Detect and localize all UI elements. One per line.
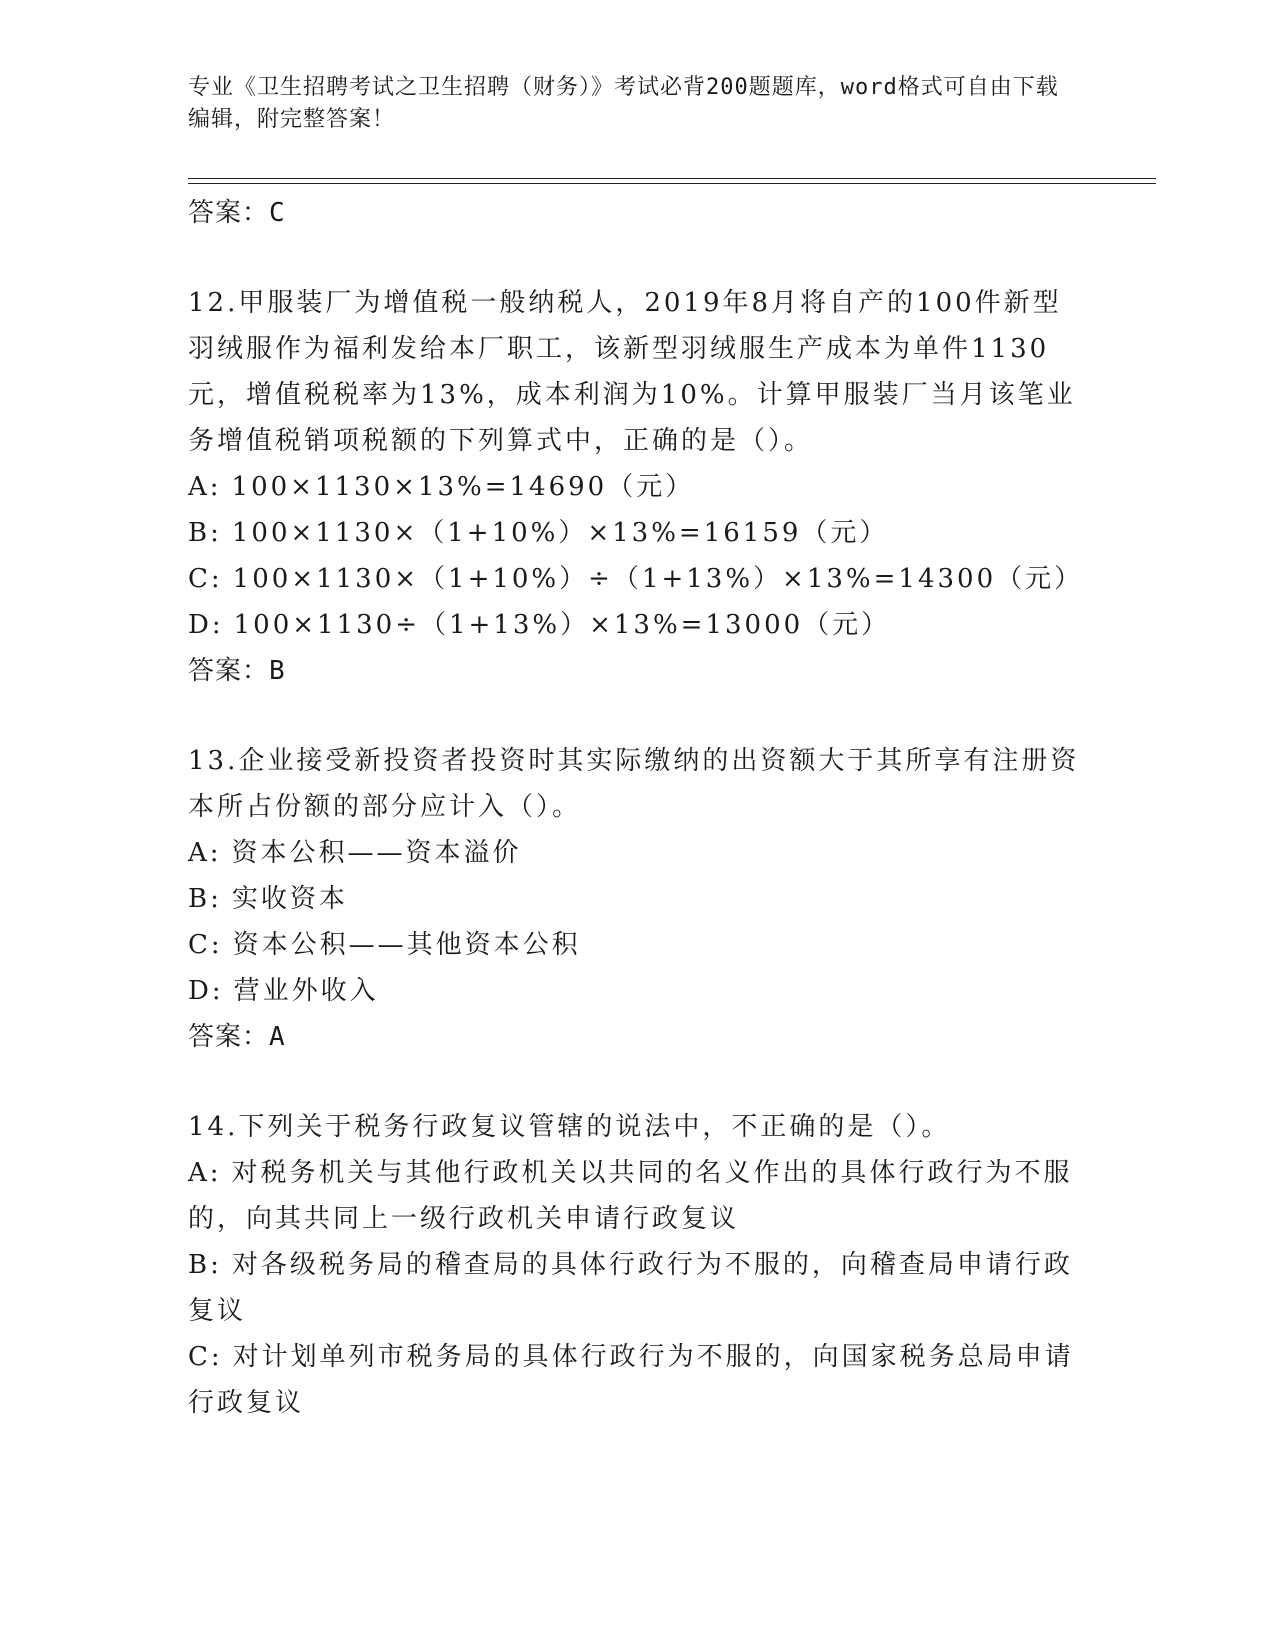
question-13-stem: 13.企业接受新投资者投资时其实际缴纳的出资额大于其所享有注册资本所占份额的部分应计入（）。 [188,746,1080,822]
page-header: 专业《卫生招聘考试之卫生招聘（财务）》考试必背200题题库，word格式可自由下载编辑，附完整答案！ [188,75,1059,132]
option-text: 资本公积——资本溢价 [231,838,522,868]
option-text: 100×1130×（1+10%）×13%=16159（元） [231,518,889,548]
option-text: 资本公积——其他资本公积 [232,930,581,960]
question-14-option-c [188,1334,1088,1426]
option-text: 100×1130×（1+10%）÷（1+13%）×13%=14300（元） [232,564,1084,594]
option-key: B: [188,1250,222,1280]
option-key: B: [188,884,222,914]
option-key: D: [188,976,224,1006]
option-key: C: [188,1342,223,1372]
option-key: C: [188,564,223,594]
question-13-option-b [188,876,1088,922]
option-text: 对各级税务局的稽查局的具体行政行为不服的，向稽查局申请行政复议 [188,1250,1073,1326]
question-13-option-d [188,968,1088,1014]
question-12-stem: 12.甲服装厂为增值税一般纳税人，2019年8月将自产的100件新型羽绒服作为福利发给本厂职工，该新型羽绒服生产成本为单件1130元，增值税税率为13%，成本利润为10%。计算甲服装厂当月该笔业务增值税销项税额的下列算式中，正确的是（）。 [188,288,1076,456]
option-key: D: [188,610,224,640]
option-key: C: [188,930,223,960]
option-key: B: [188,518,222,548]
question-14-option-b [188,1242,1088,1334]
previous-answer: 答案：C [188,198,286,228]
spacer [188,694,1088,738]
spacer [188,236,1088,280]
question-12-option-a [188,464,1088,510]
option-text: 100×1130÷（1+13%）×13%=13000（元） [233,610,891,640]
question-12-option-b [188,510,1088,556]
option-text: 100×1130×13%=14690（元） [231,472,695,502]
question-14-option-a [188,1150,1088,1242]
question-13-option-a [188,830,1088,876]
option-text: 对税务机关与其他行政机关以共同的名义作出的具体行政行为不服的，向其共同上一级行政机关申请行政复议 [188,1158,1073,1234]
spacer [188,1060,1088,1104]
question-14 [188,1104,1088,1426]
header-divider-bottom [188,183,1156,184]
option-key: A: [188,1158,222,1188]
question-12 [188,280,1088,694]
question-list [188,190,1088,1426]
option-text: 对计划单列市税务局的具体行政行为不服的，向国家税务总局申请行政复议 [188,1342,1074,1418]
question-12-option-c [188,556,1088,602]
option-text: 营业外收入 [233,976,379,1006]
option-key: A: [188,472,222,502]
header-divider-top [188,178,1156,179]
question-13 [188,738,1088,1060]
question-12-option-d [188,602,1088,648]
question-12-answer: 答案：B [188,656,286,686]
question-13-answer: 答案：A [188,1022,286,1052]
option-text: 实收资本 [231,884,348,914]
question-14-stem: 14.下列关于税务行政复议管辖的说法中，不正确的是（）。 [188,1112,951,1142]
option-key: A: [188,838,222,868]
question-13-option-c [188,922,1088,968]
